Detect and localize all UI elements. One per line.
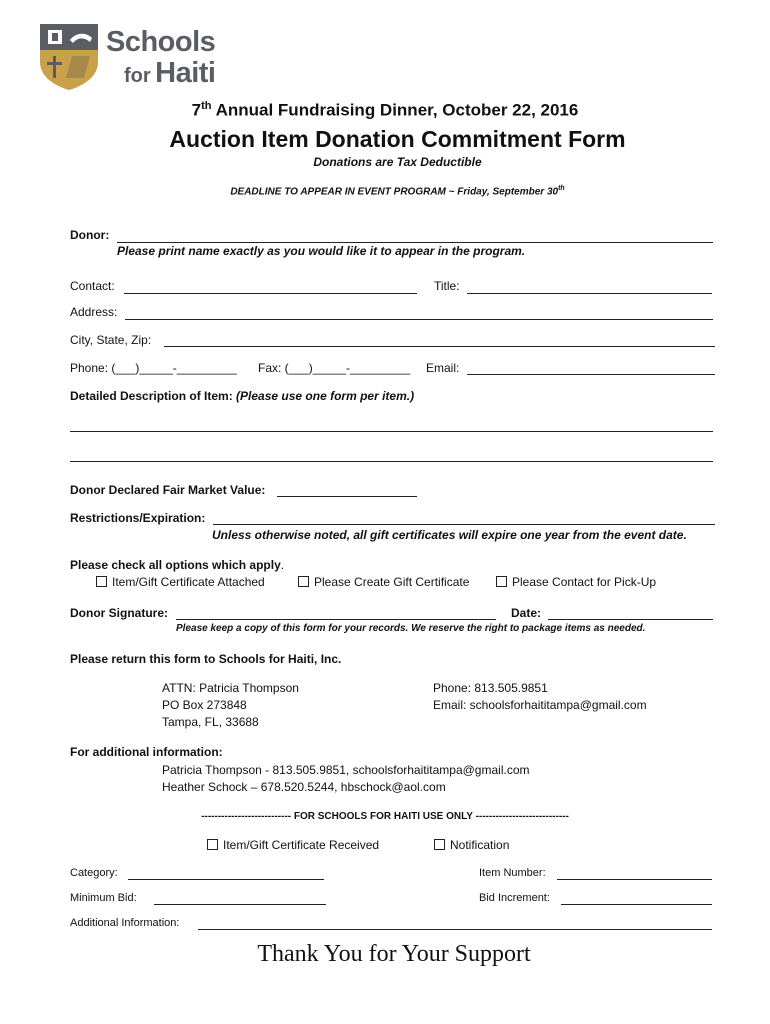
- description-label: [70, 389, 414, 403]
- additional-info-field[interactable]: [198, 929, 712, 930]
- donor-note: Please print name exactly as you would like it to appear in the program.: [117, 244, 526, 258]
- restrictions-field[interactable]: [213, 524, 715, 525]
- additional-heading: For additional information:: [70, 745, 223, 759]
- option-label: Item/Gift Certificate Attached: [112, 575, 265, 589]
- email-field[interactable]: [467, 374, 715, 375]
- address-field[interactable]: [125, 319, 713, 320]
- description-note: (Please use one form per item.): [236, 389, 415, 403]
- logo-text-schools: Schools: [106, 26, 216, 58]
- thank-you: Thank You for Your Support: [257, 941, 531, 967]
- schools-for-haiti-shield-icon: [38, 22, 100, 92]
- contact-label: Contact:: [70, 279, 115, 293]
- event-number: 7: [191, 100, 202, 120]
- bid-increment-field[interactable]: [561, 904, 712, 905]
- option-create-certificate[interactable]: [298, 575, 469, 589]
- checkbox-icon[interactable]: [298, 576, 309, 587]
- return-email: Email: schoolsforhaititampa@gmail.com: [433, 698, 647, 712]
- checkbox-icon[interactable]: [96, 576, 107, 587]
- deadline-note: [0, 185, 770, 197]
- category-field[interactable]: [128, 879, 324, 880]
- office-notification-label: Notification: [450, 838, 510, 852]
- title-field[interactable]: [467, 293, 712, 294]
- signature-label: Donor Signature:: [70, 606, 168, 620]
- return-po: PO Box 273848: [162, 698, 247, 712]
- deadline-text: DEADLINE TO APPEAR IN EVENT PROGRAM ~ Friday, September 30: [230, 186, 559, 198]
- fmv-label: Donor Declared Fair Market Value:: [70, 483, 266, 497]
- logo: [38, 22, 238, 92]
- donor-field[interactable]: [117, 242, 713, 243]
- checkbox-icon[interactable]: [207, 839, 218, 850]
- option-contact-pickup[interactable]: [496, 575, 656, 589]
- logo-text-haiti: Haiti: [155, 57, 216, 89]
- additional-contact-1: Patricia Thompson - 813.505.9851, schoolsforhaititampa@gmail.com: [162, 763, 530, 777]
- donor-label: Donor:: [70, 228, 110, 242]
- return-phone: Phone: 813.505.9851: [433, 681, 548, 695]
- address-label: Address:: [70, 305, 118, 319]
- event-sup: th: [201, 100, 212, 112]
- phone-field[interactable]: Phone: (___)_____-_________: [70, 361, 237, 375]
- additional-contact-2: Heather Schock – 678.520.5244, hbschock@aol.com: [162, 780, 446, 794]
- signature-field[interactable]: [176, 619, 496, 620]
- date-label: Date:: [511, 606, 542, 620]
- return-heading: Please return this form to Schools for Haiti, Inc.: [70, 652, 342, 666]
- return-attn: ATTN: Patricia Thompson: [162, 681, 299, 695]
- date-field[interactable]: [548, 619, 713, 620]
- event-text: Annual Fundraising Dinner, October 22, 2016: [211, 100, 579, 120]
- deadline-sup: th: [558, 185, 565, 192]
- contact-field[interactable]: [124, 293, 417, 294]
- restrictions-note: Unless otherwise noted, all gift certificates will expire one year from the event date.: [212, 528, 687, 542]
- logo-text-for: for: [124, 65, 151, 87]
- city-field[interactable]: [164, 346, 715, 347]
- description-line-1[interactable]: [70, 431, 713, 432]
- office-notification[interactable]: [434, 838, 509, 852]
- office-received-label: Item/Gift Certificate Received: [223, 838, 380, 852]
- office-heading: --------------------------- FOR SCHOOLS FOR HAITI USE ONLY ----------------------------: [201, 811, 569, 822]
- bid-increment-label: Bid Increment:: [479, 892, 550, 904]
- option-label: Please Create Gift Certificate: [314, 575, 470, 589]
- return-city: Tampa, FL, 33688: [162, 715, 259, 729]
- additional-info-label: Additional Information:: [70, 917, 180, 929]
- item-number-label: Item Number:: [479, 867, 546, 879]
- item-number-field[interactable]: [557, 879, 712, 880]
- category-label: Category:: [70, 867, 118, 879]
- event-heading: [0, 100, 770, 121]
- restrictions-label: Restrictions/Expiration:: [70, 511, 206, 525]
- fmv-field[interactable]: [277, 496, 417, 497]
- description-text: Detailed Description of Item:: [70, 389, 233, 403]
- minimum-bid-field[interactable]: [154, 904, 326, 905]
- city-label: City, State, Zip:: [70, 333, 152, 347]
- title-label: Title:: [434, 279, 460, 293]
- minimum-bid-label: Minimum Bid:: [70, 892, 137, 904]
- option-gift-attached[interactable]: [96, 575, 265, 589]
- form-subtitle: Donations are Tax Deductible: [313, 155, 482, 169]
- email-label: Email:: [426, 361, 460, 375]
- description-line-2[interactable]: [70, 461, 713, 462]
- checkbox-icon[interactable]: [496, 576, 507, 587]
- form-title: Auction Item Donation Commitment Form: [169, 126, 626, 152]
- fax-field[interactable]: Fax: (___)_____-_________: [258, 361, 411, 375]
- check-all-label: [70, 558, 284, 572]
- check-all-text: Please check all options which apply: [70, 558, 281, 572]
- office-received[interactable]: [207, 838, 379, 852]
- checkbox-icon[interactable]: [434, 839, 445, 850]
- option-label: Please Contact for Pick-Up: [512, 575, 657, 589]
- signature-note: Please keep a copy of this form for your records. We reserve the right to package items as needed.: [176, 623, 646, 634]
- check-all-dot: .: [280, 558, 285, 572]
